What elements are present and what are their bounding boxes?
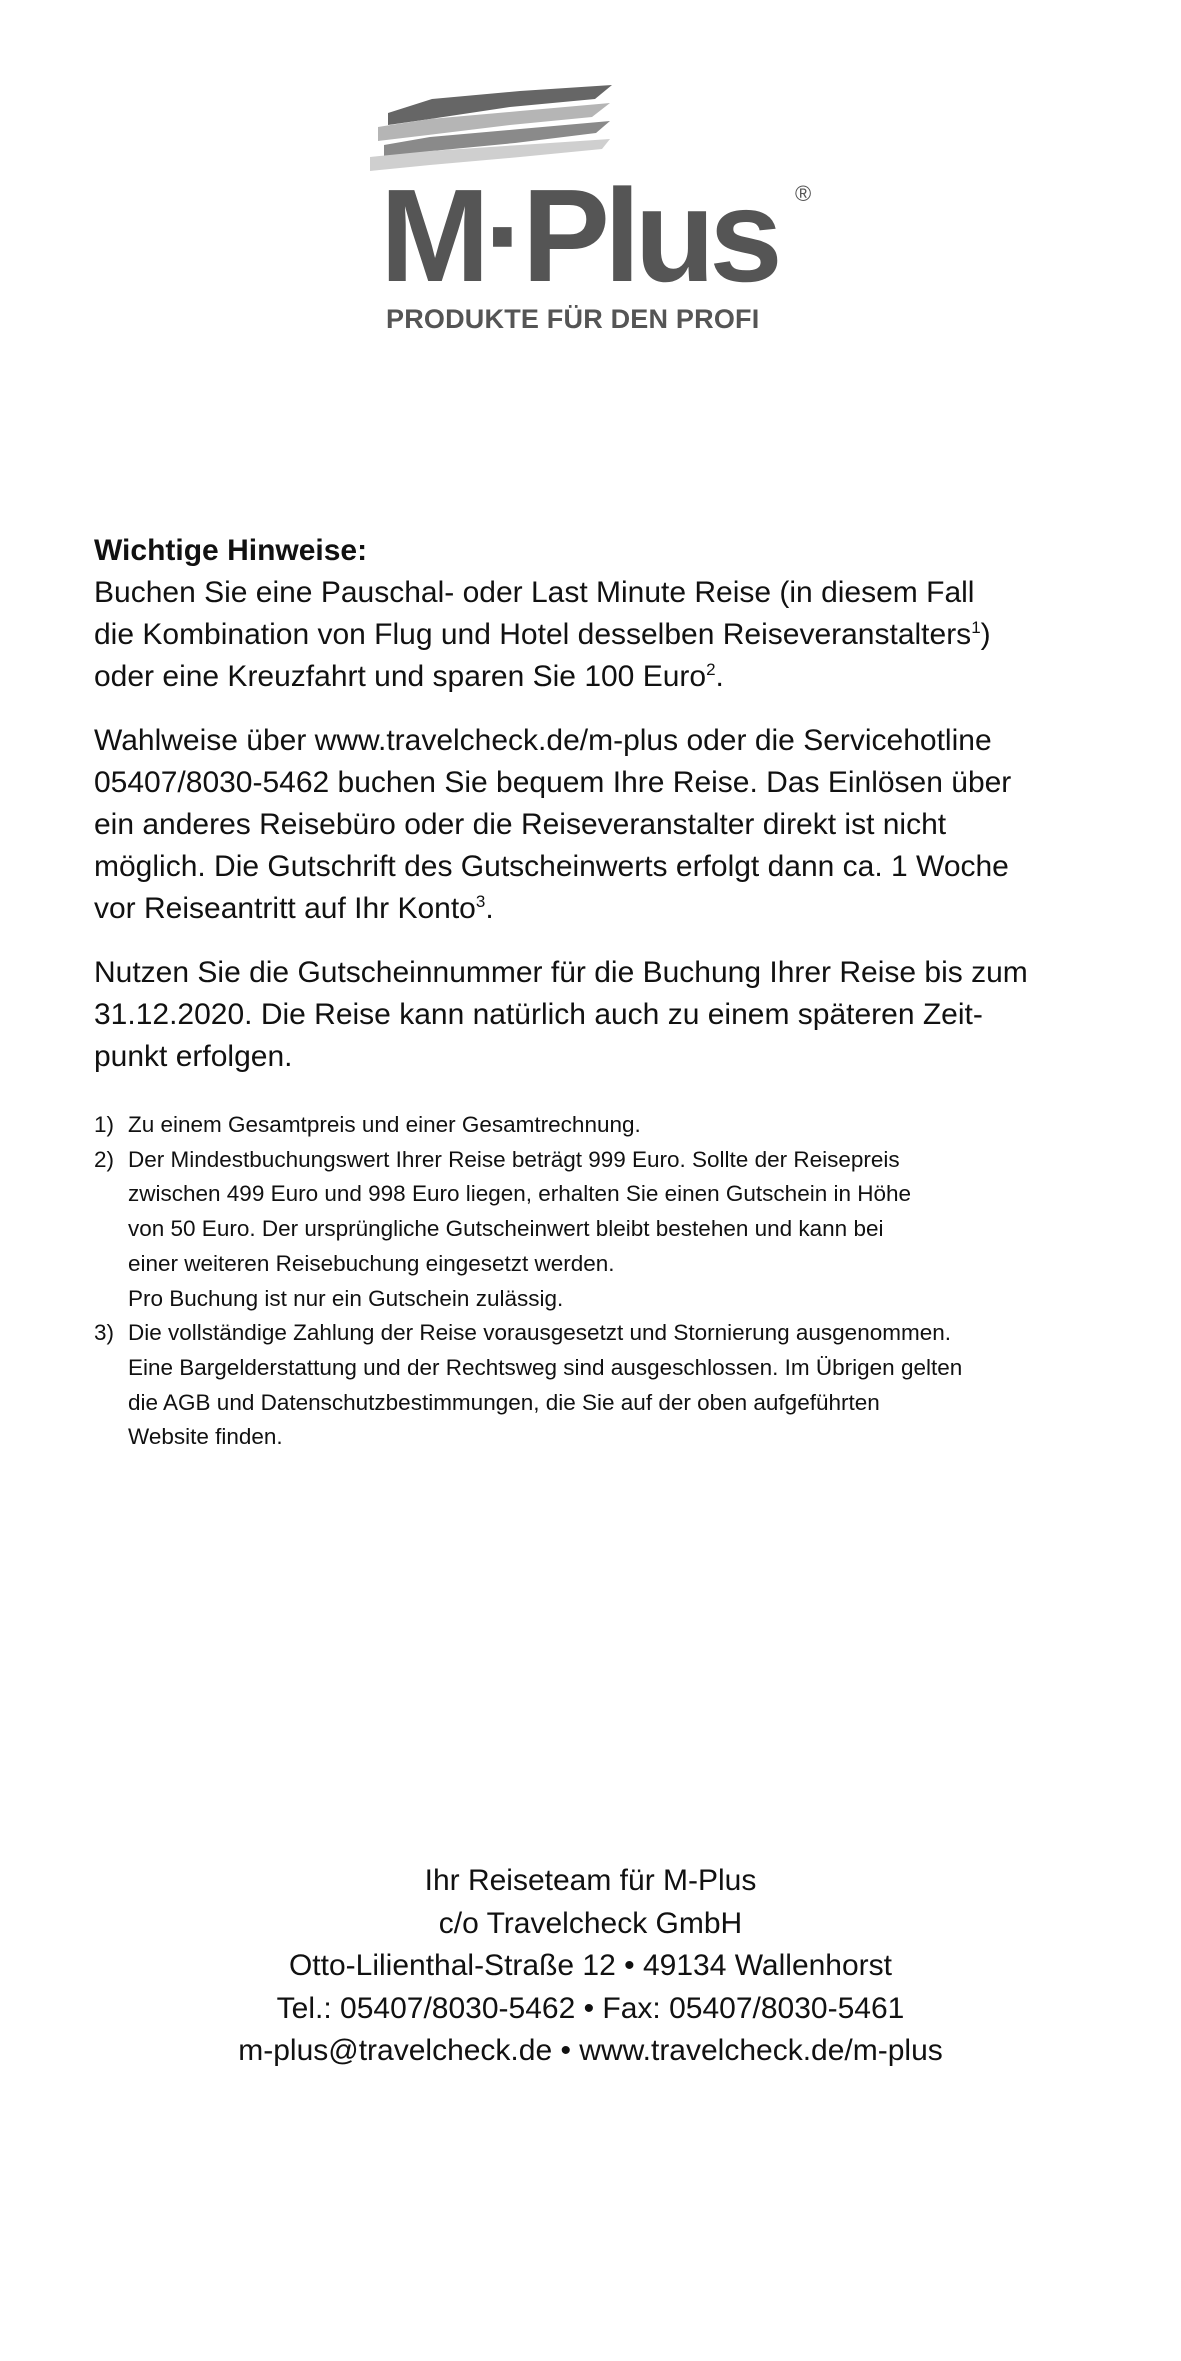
paragraph-1-line-2: die Kombination von Flug und Hotel desselben Reiseveranstalters	[94, 618, 972, 651]
paragraph-3-line-1: Nutzen Sie die Gutscheinnummer für die Buchung Ihrer Reise bis zum	[94, 956, 1028, 989]
registered-mark: ®	[795, 181, 812, 206]
logo-wordmark: M·Plus	[380, 162, 777, 309]
paragraph-2-line-2: 05407/8030-5462 buchen Sie bequem Ihre Reise. Das Einlösen über	[94, 766, 1012, 799]
footnote-ref-2: 2	[706, 660, 716, 679]
contact-footer	[0, 1860, 1181, 2073]
paragraph-1-line-1: Buchen Sie eine Pauschal- oder Last Minute Reise (in diesem Fall	[94, 576, 975, 609]
footnote-line: Pro Buchung ist nur ein Gutschein zulässig.	[128, 1285, 564, 1311]
footnote-text	[128, 1316, 1134, 1455]
paragraph-1-line-2-end: )	[980, 618, 991, 651]
footnote-ref-1: 1	[971, 618, 981, 637]
footnote-item	[94, 1143, 1134, 1317]
logo-tagline: PRODUKTE FÜR DEN PROFI	[386, 304, 760, 334]
footnote-text	[128, 1108, 1134, 1143]
paragraph-2-line-4: möglich. Die Gutschrift des Gutscheinwerts erfolgt dann ca. 1 Woche	[94, 850, 1009, 883]
footnote-line: Zu einem Gesamtpreis und einer Gesamtrechnung.	[128, 1112, 641, 1137]
paragraph-1-line-3-end: .	[715, 660, 724, 693]
notice-heading: Wichtige Hinweise:	[94, 534, 368, 567]
footnote-number: 1)	[94, 1112, 115, 1137]
notice-paragraph-1	[94, 572, 1134, 698]
notice-paragraph-2	[94, 720, 1134, 930]
footnote-text	[128, 1143, 1134, 1317]
footer-company: c/o Travelcheck GmbH	[438, 1906, 743, 1940]
paragraph-3-line-3: punkt erfolgen.	[94, 1040, 293, 1073]
footnote-line: Website finden.	[128, 1424, 283, 1450]
paragraph-2-line-5-end: .	[485, 892, 494, 925]
footnote-line: Die vollständige Zahlung der Reise vorausgesetzt und Stornierung ausgenommen.	[128, 1320, 951, 1346]
footer-phone-fax: Tel.: 05407/8030-5462 • Fax: 05407/8030-5461	[276, 1991, 905, 2025]
footnote-item	[94, 1316, 1134, 1455]
paragraph-2-line-3: ein anderes Reisebüro oder die Reiseveranstalter direkt ist nicht	[94, 808, 947, 841]
footnotes-list	[94, 1108, 1134, 1455]
footnote-ref-3: 3	[475, 892, 486, 911]
footnote-number: 3)	[94, 1320, 115, 1346]
footnote-line: die AGB und Datenschutzbestimmungen, die Sie auf der oben aufgeführten	[128, 1389, 880, 1415]
footnote-line: Eine Bargelderstattung und der Rechtsweg sind ausgeschlossen. Im Übrigen gelten	[128, 1354, 963, 1380]
footnote-number: 2)	[94, 1146, 115, 1172]
footnote-line: zwischen 499 Euro und 998 Euro liegen, erhalten Sie einen Gutschein in Höhe	[128, 1181, 912, 1207]
paragraph-1-line-3: oder eine Kreuzfahrt und sparen Sie 100 Euro	[94, 660, 707, 693]
notice-paragraph-3	[94, 952, 1134, 1078]
paragraph-2-line-5: vor Reiseantritt auf Ihr Konto	[94, 892, 476, 925]
footer-email-web: m-plus@travelcheck.de • www.travelcheck.de/m-plus	[238, 2034, 943, 2067]
paragraph-2-line-1: Wahlweise über www.travelcheck.de/m-plus oder die Servicehotline	[94, 724, 992, 757]
footer-team: Ihr Reiseteam für M-Plus	[424, 1864, 757, 1897]
paragraph-3-line-2: 31.12.2020. Die Reise kann natürlich auch zu einem späteren Zeit-	[94, 998, 983, 1031]
footnote-item	[94, 1108, 1134, 1143]
notice-section	[94, 530, 1134, 1455]
m-plus-logo	[370, 85, 825, 335]
footnote-line: einer weiteren Reisebuchung eingesetzt werden.	[128, 1250, 615, 1276]
footer-address: Otto-Lilienthal-Straße 12 • 49134 Wallenhorst	[288, 1949, 893, 1982]
footnote-line: von 50 Euro. Der ursprüngliche Gutscheinwert bleibt bestehen und kann bei	[128, 1216, 884, 1242]
footnote-line: Der Mindestbuchungswert Ihrer Reise beträgt 999 Euro. Sollte der Reisepreis	[128, 1146, 900, 1172]
